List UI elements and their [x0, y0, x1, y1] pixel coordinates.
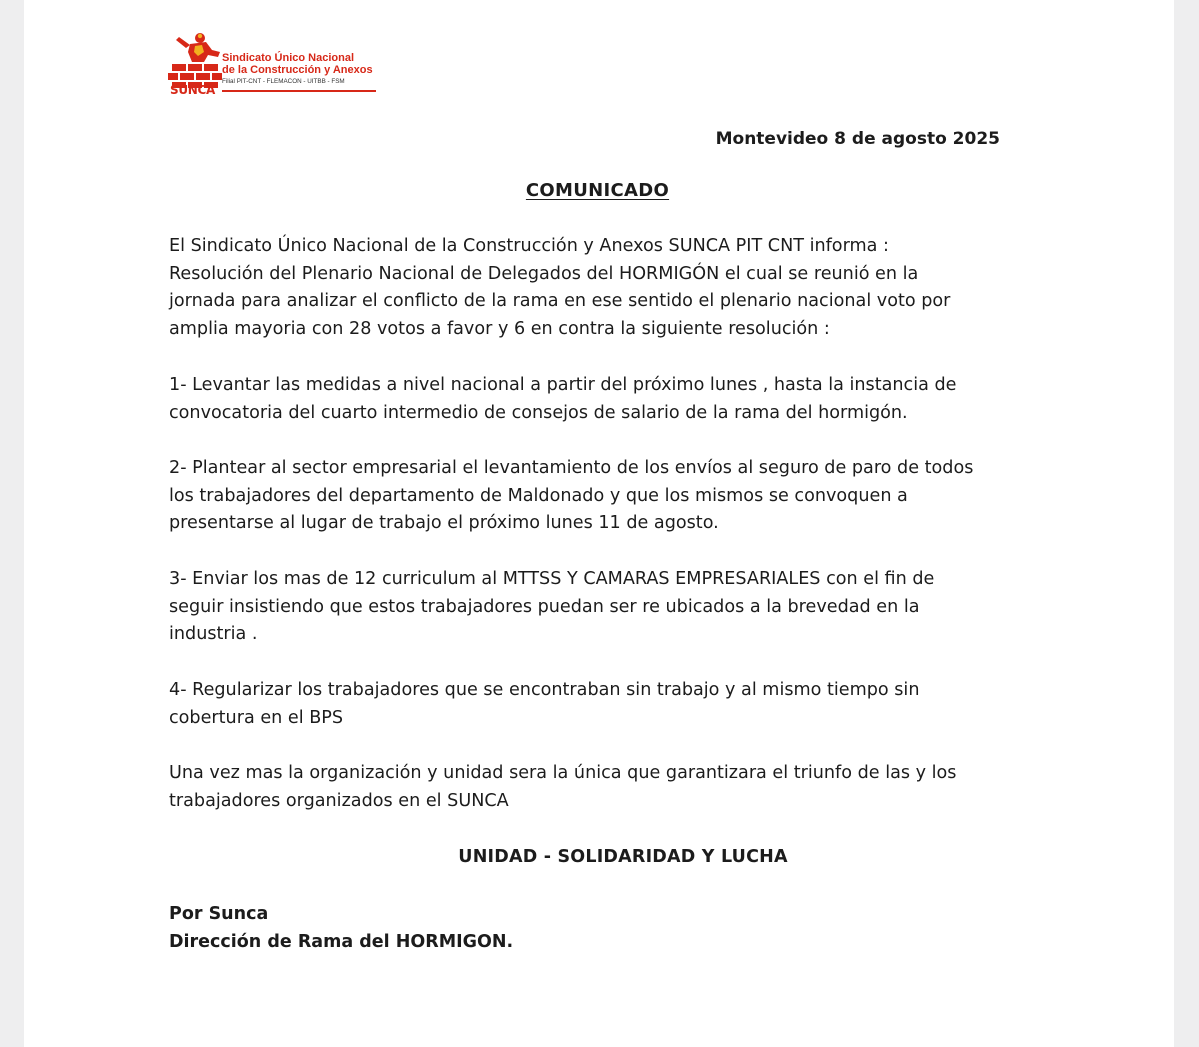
org-name-line1: Sindicato Único Nacional: [222, 52, 355, 64]
point-line: cobertura en el BPS: [169, 707, 344, 728]
point-line: 1- Levantar las medidas a nivel nacional a partir del próximo lunes , hasta la instancia de: [169, 375, 957, 395]
intro-line: jornada para analizar el conflicto de la rama en ese sentido el plenario nacional voto por: [169, 291, 951, 312]
point-line: convocatoria del cuarto intermedio de consejos de salario de la rama del hormigón.: [169, 402, 908, 423]
signature-line: Dirección de Rama del HORMIGON.: [169, 932, 514, 952]
org-affiliations: Filial PIT-CNT - FLEMACON - UITBB - FSM: [222, 78, 345, 85]
resolution-point-3: [169, 566, 1089, 649]
intro-line: El Sindicato Único Nacional de la Construcción y Anexos SUNCA PIT CNT informa :: [169, 236, 889, 256]
resolution-point-2: [169, 455, 1089, 538]
closing-line: Una vez mas la organización y unidad sera la única que garantizara el triunfo de las y los: [169, 763, 957, 783]
point-line: 4- Regularizar los trabajadores que se encontraban sin trabajo y al mismo tiempo sin: [169, 680, 920, 700]
closing-line: trabajadores organizados en el SUNCA: [169, 790, 509, 811]
point-line: 3- Enviar los mas de 12 curriculum al MTTSS Y CAMARAS EMPRESARIALES con el fin de: [169, 569, 935, 589]
point-line: presentarse al lugar de trabajo el próximo lunes 11 de agosto.: [169, 513, 719, 534]
organization-header: [222, 52, 378, 92]
signature-line: Por Sunca: [169, 904, 269, 924]
closing-paragraph: [169, 760, 1089, 815]
point-line: seguir insistiendo que estos trabajadores puedan ser re ubicados a la brevedad en la: [169, 596, 920, 617]
point-line: 2- Plantear al sector empresarial el levantamiento de los envíos al seguro de paro de todos: [169, 458, 974, 478]
org-name-line2: de la Construcción y Anexos: [222, 64, 373, 76]
document-date: Montevideo 8 de agosto 2025: [715, 129, 1000, 149]
intro-paragraph: [169, 233, 1089, 344]
document-title: COMUNICADO: [525, 180, 670, 201]
intro-line: amplia mayoria con 28 votos a favor y 6 en contra la siguiente resolución :: [169, 319, 830, 340]
point-line: industria .: [169, 624, 258, 645]
resolution-point-4: [169, 677, 1089, 732]
header-divider: [222, 90, 376, 92]
logo-wordmark: SUNCA: [170, 83, 216, 97]
motto: UNIDAD - SOLIDARIDAD Y LUCHA: [458, 847, 788, 867]
resolution-point-1: [169, 372, 1089, 427]
intro-line: Resolución del Plenario Nacional de Delegados del HORMIGÓN el cual se reunió en la: [169, 263, 919, 284]
signature-block: [169, 900, 513, 956]
point-line: los trabajadores del departamento de Maldonado y que los mismos se convoquen a: [169, 485, 908, 506]
